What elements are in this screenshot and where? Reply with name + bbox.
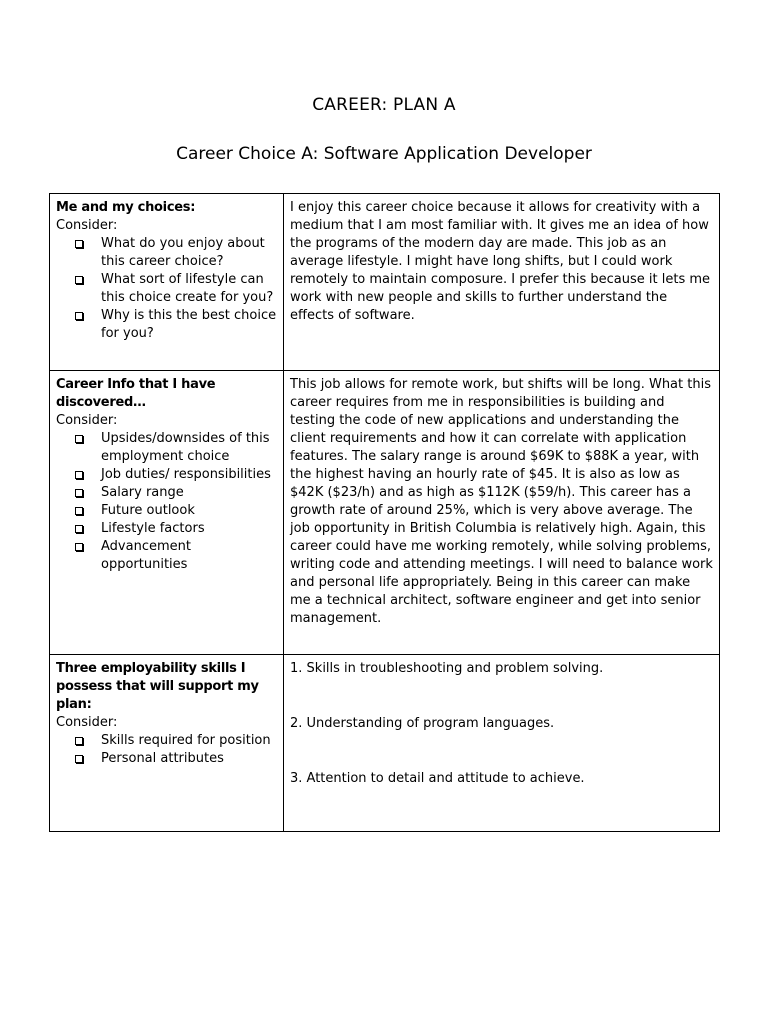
consider-list	[56, 235, 277, 343]
list-item	[75, 307, 277, 343]
list-item-text: Advancement opportunities	[101, 539, 191, 572]
list-item-text: Upsides/downsides of this employment choice	[101, 431, 270, 464]
checkbox-icon	[75, 507, 83, 515]
list-item	[75, 538, 277, 574]
skill-item: 1. Skills in troubleshooting and problem solving.	[290, 661, 604, 676]
list-item-text: What do you enjoy about this career choice?	[101, 236, 265, 269]
checkbox-icon	[75, 312, 83, 320]
list-item-text: Personal attributes	[101, 751, 224, 766]
list-item	[75, 466, 277, 484]
prompt-cell-skills	[50, 655, 284, 832]
table-row-skills	[50, 655, 720, 832]
checkbox-icon	[75, 543, 83, 551]
list-item-text: Skills required for position	[101, 733, 271, 748]
list-item-text: What sort of lifestyle can this choice create for you?	[101, 272, 274, 305]
checkbox-icon	[75, 240, 83, 248]
list-item	[75, 732, 277, 750]
section-heading: Career Info that I have discovered…	[56, 377, 216, 410]
response-cell-career-info	[284, 371, 720, 655]
table-row-career-info	[50, 371, 720, 655]
consider-list	[56, 430, 277, 574]
prompt-cell-career-info	[50, 371, 284, 655]
list-item-text: Salary range	[101, 485, 184, 500]
list-item-text: Future outlook	[101, 503, 195, 518]
checkbox-icon	[75, 435, 83, 443]
list-item	[75, 520, 277, 538]
list-item-text: Why is this the best choice for you?	[101, 308, 277, 341]
list-item	[75, 484, 277, 502]
list-item-text: Lifestyle factors	[101, 521, 205, 536]
checkbox-icon	[75, 489, 83, 497]
skill-item: 2. Understanding of program languages.	[290, 716, 555, 731]
consider-label: Consider:	[56, 413, 118, 428]
list-item	[75, 271, 277, 307]
list-item-text: Job duties/ responsibilities	[101, 467, 271, 482]
prompt-cell-choices	[50, 194, 284, 371]
checkbox-icon	[75, 276, 83, 284]
response-text: This job allows for remote work, but shifts will be long. What this career requires from me in responsibilities is building and testing the code of new applications and understanding the client requirements and how it can correlate with application features. The salary range is around $69K to $88K a year, with the highest having an hourly rate of $45. It is also as low as $42K ($23/h) and as high as $112K ($59/h). This career has a growth rate of around 25%, which is very above average. The job opportunity in British Columbia is relatively high. Again, this career could have me working remotely, while solving problems, writing code and attending meetings. I will need to balance work and personal life appropriately. Being in this career can make me a technical architect, software engineer and get into senior management.	[290, 377, 713, 626]
page-subtitle: Career Choice A: Software Application Developer	[176, 144, 592, 164]
response-cell-choices	[284, 194, 720, 371]
checkbox-icon	[75, 737, 83, 745]
checkbox-icon	[75, 755, 83, 763]
consider-label: Consider:	[56, 715, 118, 730]
list-item	[75, 502, 277, 520]
table-row-choices	[50, 194, 720, 371]
consider-list	[56, 732, 277, 768]
response-cell-skills	[284, 655, 720, 832]
checkbox-icon	[75, 525, 83, 533]
page-title: CAREER: PLAN A	[312, 95, 456, 115]
skill-item: 3. Attention to detail and attitude to achieve.	[290, 771, 585, 786]
list-item	[75, 235, 277, 271]
section-heading: Three employability skills I possess that will support my plan:	[56, 661, 259, 712]
list-item	[75, 430, 277, 466]
career-plan-table	[49, 193, 720, 832]
section-heading: Me and my choices:	[56, 200, 196, 215]
list-item	[75, 750, 277, 768]
checkbox-icon	[75, 471, 83, 479]
consider-label: Consider:	[56, 218, 118, 233]
response-text: I enjoy this career choice because it allows for creativity with a medium that I am most familiar with. It gives me an idea of how the programs of the modern day are made. This job as an average lifestyle. I might have long shifts, but I could work remotely to maintain composure. I prefer this because it lets me work with new people and skills to further understand the effects of software.	[290, 200, 711, 323]
